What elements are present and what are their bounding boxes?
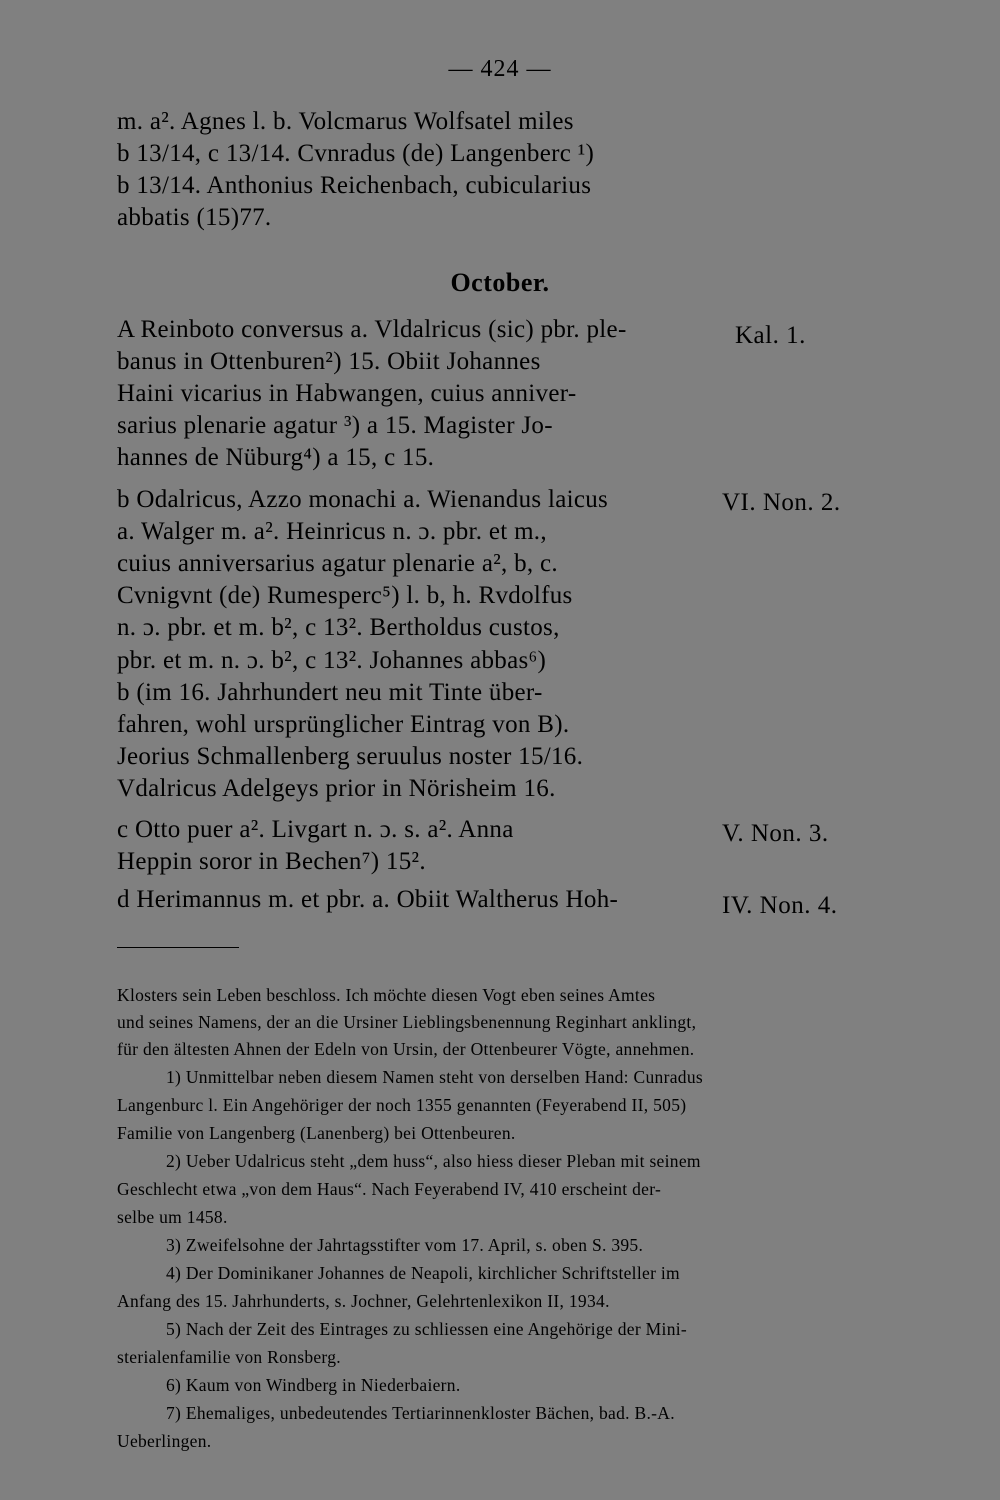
footnote-line: Ueberlingen. bbox=[117, 1431, 212, 1451]
footnote-line: Langenburc l. Ein Angehöriger der noch 1355 genannten (Feyerabend II, 505) bbox=[117, 1095, 687, 1115]
text-line: d Herimannus m. et pbr. a. Obiit Waltherus Hoh- bbox=[117, 886, 619, 913]
margin-date: IV. Non. 4. bbox=[722, 892, 838, 919]
footnote-rule bbox=[117, 947, 239, 948]
footnote-line: sterialenfamilie von Ronsberg. bbox=[117, 1347, 341, 1367]
footnote-line: 3) Zweifelsohne der Jahrtagsstifter vom 17. April, s. oben S. 395. bbox=[166, 1235, 644, 1255]
page-number: — 424 — bbox=[448, 56, 552, 82]
footnote-line: Geschlecht etwa „von dem Haus“. Nach Feyerabend IV, 410 erscheint der- bbox=[117, 1179, 662, 1199]
text-line: Jeorius Schmallenberg seruulus noster 15/16. bbox=[117, 743, 584, 770]
footnote-line: selbe um 1458. bbox=[117, 1207, 228, 1227]
margin-date: Kal. 1. bbox=[735, 322, 806, 349]
text-line: fahren, wohl ursprünglicher Eintrag von B). bbox=[117, 711, 570, 738]
footnote-line: Familie von Langenberg (Lanenberg) bei Ottenbeuren. bbox=[117, 1123, 516, 1143]
month-heading: October. bbox=[450, 268, 550, 297]
footnote-line: Anfang des 15. Jahrhunderts, s. Jochner, Gelehrtenlexikon II, 1934. bbox=[117, 1291, 610, 1311]
footnote-line: 1) Unmittelbar neben diesem Namen steht von derselben Hand: Cunradus bbox=[166, 1067, 703, 1087]
text-line: b 13/14, c 13/14. Cvnradus (de) Langenberc ¹) bbox=[117, 140, 595, 167]
text-line: b Odalricus, Azzo monachi a. Wienandus laicus bbox=[117, 486, 609, 513]
footnote-line: für den ältesten Ahnen der Edeln von Ursin, der Ottenbeurer Vögte, annehmen. bbox=[117, 1039, 695, 1059]
text-line: sarius plenarie agatur ³) a 15. Magister Jo- bbox=[117, 412, 553, 439]
footnote-line: 7) Ehemaliges, unbedeutendes Tertiarinnenkloster Bächen, bad. B.-A. bbox=[166, 1403, 675, 1423]
text-line: pbr. et m. n. ɔ. b², c 13². Johannes abbas⁶) bbox=[117, 647, 547, 674]
margin-date: V. Non. 3. bbox=[722, 820, 829, 847]
footnote-line: 5) Nach der Zeit des Eintrages zu schliessen eine Angehörige der Mini- bbox=[166, 1319, 688, 1339]
text-line: A Reinboto conversus a. Vldalricus (sic) pbr. ple- bbox=[117, 316, 627, 343]
text-line: c Otto puer a². Livgart n. ɔ. s. a². Anna bbox=[117, 816, 514, 843]
text-line: a. Walger m. a². Heinricus n. ɔ. pbr. et m., bbox=[117, 518, 547, 545]
footnote-line: 2) Ueber Udalricus steht „dem huss“, also hiess dieser Pleban mit seinem bbox=[166, 1151, 701, 1171]
margin-date: VI. Non. 2. bbox=[722, 489, 841, 516]
text-line: Cvnigvnt (de) Rumesperc⁵) l. b, h. Rvdolfus bbox=[117, 582, 573, 609]
footnote-line: 6) Kaum von Windberg in Niederbaiern. bbox=[166, 1375, 461, 1395]
text-line: banus in Ottenburen²) 15. Obiit Johannes bbox=[117, 348, 541, 375]
text-line: m. a². Agnes l. b. Volcmarus Wolfsatel miles bbox=[117, 108, 574, 135]
footnote-line: Klosters sein Leben beschloss. Ich möchte diesen Vogt eben seines Amtes bbox=[117, 985, 656, 1005]
footnote-line: 4) Der Dominikaner Johannes de Neapoli, kirchlicher Schriftsteller im bbox=[166, 1263, 680, 1283]
text-line: Vdalricus Adelgeys prior in Nörisheim 16. bbox=[117, 775, 556, 802]
text-line: b (im 16. Jahrhundert neu mit Tinte über- bbox=[117, 679, 543, 706]
text-line: n. ɔ. pbr. et m. b², c 13². Bertholdus custos, bbox=[117, 614, 560, 641]
text-line: hannes de Nüburg⁴) a 15, c 15. bbox=[117, 444, 435, 471]
text-line: Haini vicarius in Habwangen, cuius anniver- bbox=[117, 380, 577, 407]
text-line: cuius anniversarius agatur plenarie a², b, c. bbox=[117, 550, 558, 577]
text-line: abbatis (15)77. bbox=[117, 204, 272, 231]
text-line: b 13/14. Anthonius Reichenbach, cubicularius bbox=[117, 172, 592, 199]
text-line: Heppin soror in Bechen⁷) 15². bbox=[117, 848, 426, 875]
footnote-line: und seines Namens, der an die Ursiner Lieblingsbenennung Reginhart anklingt, bbox=[117, 1012, 697, 1032]
